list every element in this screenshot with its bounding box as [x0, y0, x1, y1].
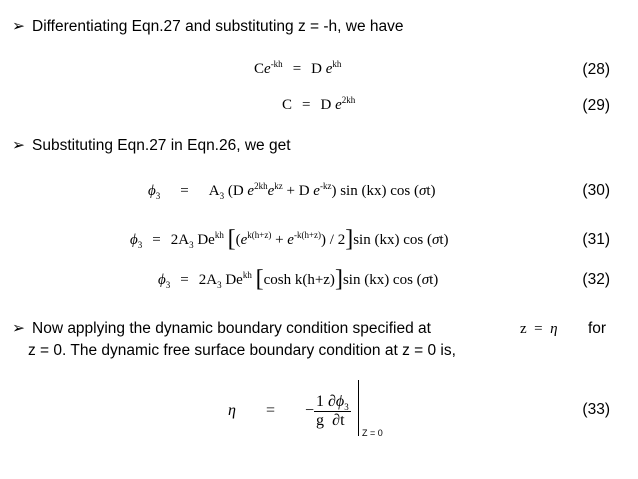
eq31-phi-sub: 3: [137, 240, 143, 250]
eq32-2a: 2A: [198, 272, 218, 288]
eq30-x2: kz: [274, 181, 283, 191]
eq29-c: C: [282, 97, 293, 113]
bullet-3-text-after: for: [588, 320, 607, 337]
eq31-right-bracket: ]: [345, 226, 354, 252]
equation-number-30: (30): [582, 182, 610, 199]
eq33-frac-1g: [314, 393, 326, 430]
eq33-eta: η: [228, 402, 236, 420]
eq32-equals: =: [180, 272, 189, 288]
equation-29: [282, 95, 355, 115]
arrow-bullet-icon: ➢: [12, 320, 25, 337]
eq33-dt: ∂t: [326, 411, 351, 430]
eq30-sigma: σ: [418, 183, 427, 199]
eq30-tail: ) sin (kx) cos (: [331, 183, 419, 199]
eq31-e2: e: [287, 232, 294, 248]
equation-number-32: (32): [582, 271, 610, 288]
eq32-sigma: σ: [421, 272, 430, 288]
eq33-eval-sub: Z = 0: [362, 428, 383, 438]
eq33-eval-bar: [358, 380, 359, 436]
bullet-2: [12, 136, 291, 156]
eq32-phi: ϕ: [158, 272, 166, 288]
eq31-t: t): [439, 232, 449, 248]
eq32-right-bracket: ]: [334, 266, 343, 292]
eq32-phi-sub: 3: [165, 280, 171, 290]
eq31-de: De: [197, 232, 215, 248]
eq32-x0: kh: [242, 270, 252, 280]
eq33-dphi: $\partial\phi_3$: [328, 393, 349, 413]
eq31-phi: ϕ: [130, 232, 138, 248]
equation-31: [130, 226, 449, 252]
eq29-d: D: [320, 97, 332, 113]
bullet-3: [12, 319, 431, 339]
eq31-paren: (: [235, 232, 241, 248]
eq32-cosh: cosh k(h+z): [263, 272, 335, 288]
inline-equation: [520, 319, 558, 339]
equation-number-33: (33): [582, 401, 610, 418]
eq30-e2: e: [267, 183, 275, 199]
equation-33: [228, 393, 351, 430]
eq30-x3: -kz: [319, 181, 332, 191]
eq31-2a: 2A: [170, 232, 190, 248]
eq31-tail: sin (kx) cos (: [353, 232, 432, 248]
eq32-left-bracket: [: [255, 266, 264, 292]
equation-number-29: (29): [582, 97, 610, 114]
bullet-3-text-before: Now applying the dynamic boundary condition specified at: [32, 320, 431, 337]
eq30-a: A: [208, 183, 220, 199]
eq31-x2: -k(h+z): [293, 230, 322, 240]
inline-eq-eta: η: [550, 321, 558, 337]
eq31-plus: +: [275, 232, 284, 248]
eq32-a-sub: 3: [217, 280, 222, 290]
eq32-de: De: [225, 272, 243, 288]
inline-eq-z: z: [520, 321, 527, 337]
equation-number-31: (31): [582, 231, 610, 248]
eq30-e1: e: [247, 183, 255, 199]
eq33-equals: =: [265, 402, 275, 420]
equation-30: [148, 181, 436, 201]
eq30-t: t): [426, 183, 436, 199]
eq33-denominator: g: [316, 412, 324, 429]
eq33-minus: −: [304, 402, 314, 420]
equation-32: [158, 266, 439, 292]
eq31-x1: k(h+z): [247, 230, 272, 240]
eq31-equals: =: [152, 232, 161, 248]
inline-eq-equals: =: [534, 321, 543, 337]
equation-number-28: (28): [582, 61, 610, 78]
eq31-e1: e: [240, 232, 248, 248]
eq28-equals: =: [292, 61, 302, 77]
arrow-bullet-icon: ➢: [12, 137, 25, 154]
eq28-d: D: [311, 61, 322, 77]
eq30-plus-d: + D: [286, 183, 310, 199]
eq30-a-sub: 3: [219, 191, 225, 201]
eq28-exp1: -kh: [270, 59, 283, 69]
eq33-frac-dphi-dt: [326, 393, 351, 430]
eq33-numerator: 1: [316, 393, 324, 410]
bullet-3-line2: z = 0. The dynamic free surface boundary condition at z = 0 is,: [28, 342, 456, 359]
eq29-e: e: [335, 97, 342, 113]
eq31-a-sub: 3: [189, 240, 194, 250]
eq31-div: ) / 2: [321, 232, 346, 248]
eq30-phi-sub: 3: [155, 191, 161, 201]
eq32-tail: sin (kx) cos (: [342, 272, 422, 288]
eq30-d: (D: [227, 183, 244, 199]
eq28-c: C: [254, 61, 265, 77]
eq28-exp2: kh: [332, 59, 342, 69]
eq30-x1: 2kh: [254, 181, 268, 191]
eq31-sigma: σ: [431, 232, 440, 248]
eq28-e1: e: [264, 61, 271, 77]
bullet-1: [12, 17, 404, 37]
eq31-x0: kh: [214, 230, 224, 240]
eq30-phi: ϕ: [148, 183, 156, 199]
arrow-bullet-icon: ➢: [12, 18, 25, 35]
eq29-equals: =: [302, 97, 311, 113]
eq30-e3: e: [313, 183, 320, 199]
eq30-equals: =: [180, 183, 189, 199]
eq29-exp: 2kh: [341, 95, 356, 105]
equation-28: [254, 59, 341, 79]
eq32-t: t): [429, 272, 439, 288]
eq33-dphi-sub: 3: [344, 402, 349, 413]
eq28-e2: e: [325, 61, 333, 77]
bullet-2-text: Substituting Eqn.27 in Eqn.26, we get: [32, 137, 291, 154]
bullet-1-text: Differentiating Eqn.27 and substituting z = -h, we have: [32, 18, 404, 35]
eq31-left-bracket: [: [227, 226, 236, 252]
